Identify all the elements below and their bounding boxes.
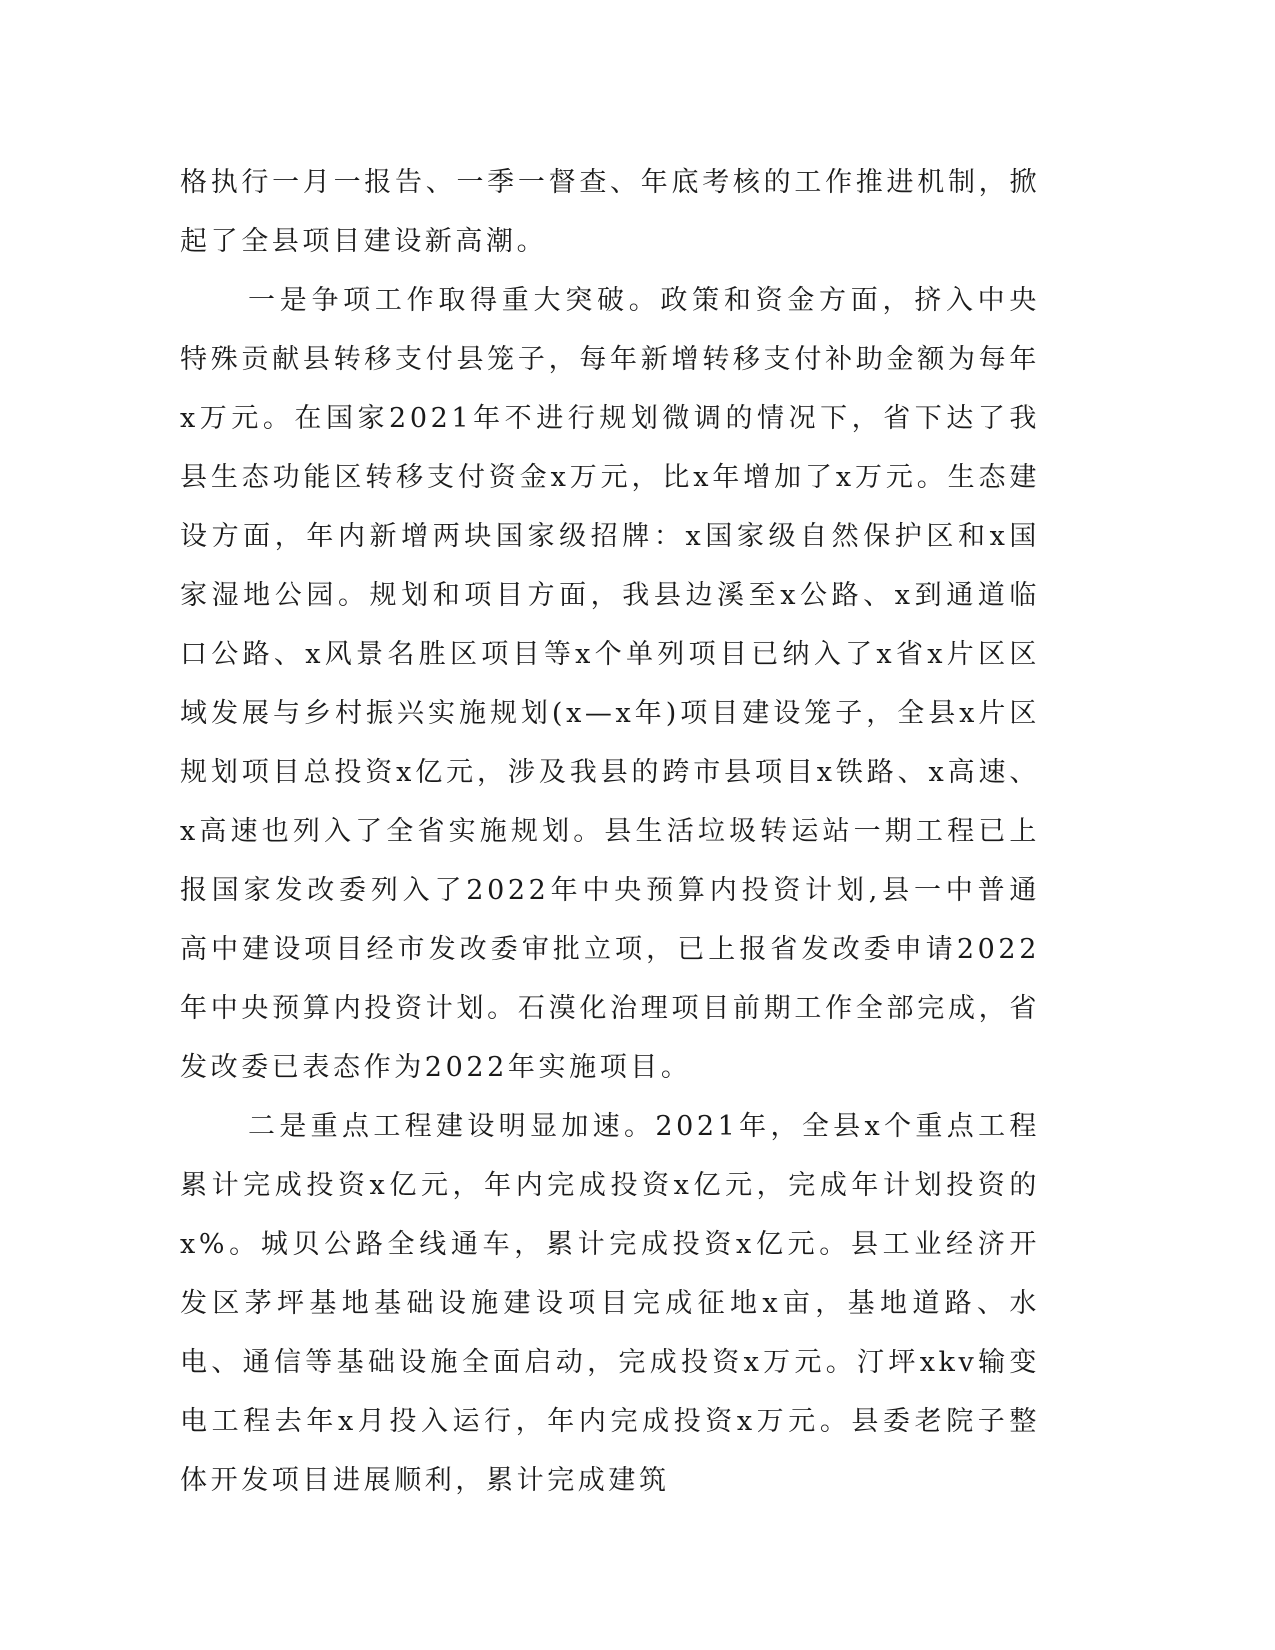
document-body xyxy=(180,153,1040,1510)
paragraph-continuation: 格执行一月一报告、一季一督查、年底考核的工作推进机制，掀起了全县项目建设新高潮。 xyxy=(180,167,1040,257)
paragraph-section-two: 二是重点工程建设明显加速。2021年，全县x个重点工程累计完成投资x亿元，年内完成投资x亿元，完成年计划投资的x%。城贝公路全线通车，累计完成投资x亿元。县工业经济开发区茅坪基地基础设施建设项目完成征地x亩，基地道路、水电、通信等基础设施全面启动，完成投资x万元。汀坪xkv输变电工程去年x月投入运行，年内完成投资x万元。县委老院子整体开发项目进展顺利，累计完成建筑 xyxy=(180,1111,1040,1496)
paragraph-section-one: 一是争项工作取得重大突破。政策和资金方面，挤入中央特殊贡献县转移支付县笼子，每年新增转移支付补助金额为每年x万元。在国家2021年不进行规划微调的情况下，省下达了我县生态功能区转移支付资金x万元，比x年增加了x万元。生态建设方面，年内新增两块国家级招牌：x国家级自然保护区和x国家湿地公园。规划和项目方面，我县边溪至x公路、x到通道临口公路、x风景名胜区项目等x个单列项目已纳入了x省x片区区域发展与乡村振兴实施规划(x—x年)项目建设笼子，全县x片区规划项目总投资x亿元，涉及我县的跨市县项目x铁路、x高速、x高速也列入了全省实施规划。县生活垃圾转运站一期工程已上报国家发改委列入了2022年中央预算内投资计划,县一中普通高中建设项目经市发改委审批立项，已上报省发改委申请2022年中央预算内投资计划。石漠化治理项目前期工作全部完成，省发改委已表态作为2022年实施项目。 xyxy=(180,285,1040,1083)
